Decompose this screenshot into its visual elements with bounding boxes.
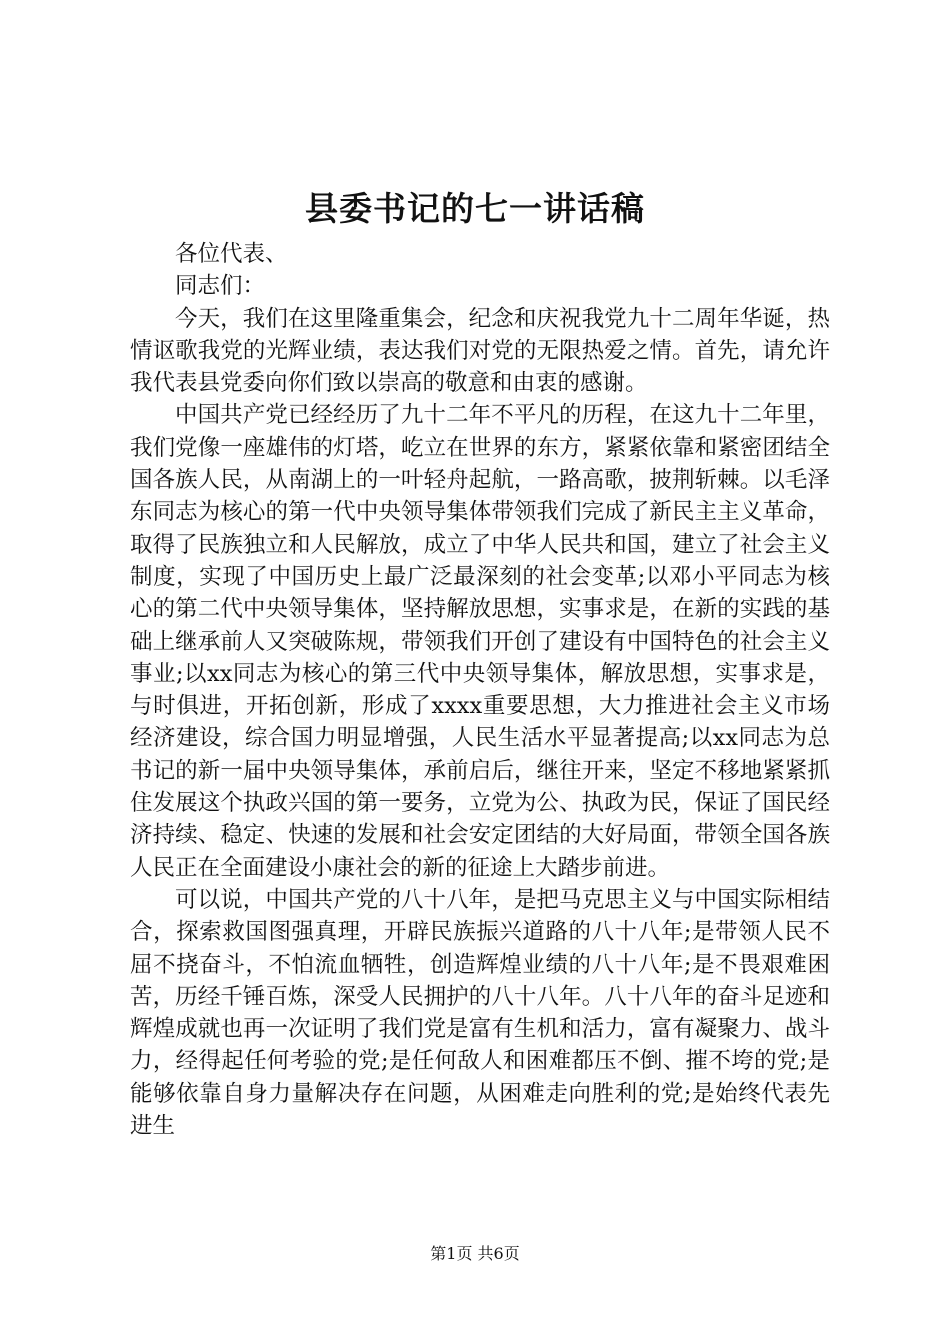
paragraph: 可以说，中国共产党的八十八年，是把马克思主义与中国实际相结合，探索救国图强真理，开辟民族振兴道路的八十八年;是带领人民不屈不挠奋斗，不怕流血牺牲，创造辉煌业绩的八十八年;是不畏艰难困苦，历经千锤百炼，深受人民拥护的八十八年。八十八年的奋斗足迹和辉煌成就也再一次证明了我们党是富有生机和活力，富有凝聚力、战斗力，经得起任何考验的党;是任何敌人和困难都压不倒、摧不垮的党;是能够依靠自身力量解决存在问题，从困难走向胜利的党;是始终代表先进生 bbox=[130, 886, 830, 1140]
page-number-footer: 第1页 共6页 bbox=[430, 1244, 520, 1263]
paragraph: 今天，我们在这里隆重集会，纪念和庆祝我党九十二周年华诞，热情讴歌我党的光辉业绩，表达我们对党的无限热爱之情。首先，请允许我代表县党委向你们致以崇高的敬意和由衷的感谢。 bbox=[130, 305, 830, 397]
paragraph: 中国共产党已经经历了九十二年不平凡的历程，在这九十二年里，我们党像一座雄伟的灯塔，屹立在世界的东方，紧紧依靠和紧密团结全国各族人民，从南湖上的一叶轻舟起航，一路高歌，披荆斩棘。以毛泽东同志为核心的第一代中央领导集体带领我们完成了新民主主义革命，取得了民族独立和人民解放，成立了中华人民共和国，建立了社会主义制度，实现了中国历史上最广泛最深刻的社会变革;以邓小平同志为核心的第二代中央领导集体，坚持解放思想，实事求是，在新的实践的基础上继承前人又突破陈规，带领我们开创了建设有中国特色的社会主义事业;以xx同志为核心的第三代中央领导集体，解放思想，实事求是，与时俱进，开拓创新，形成了xxxx重要思想，大力推进社会主义市场经济建设，综合国力明显增强，人民生活水平显著提高;以xx同志为总书记的新一届中央领导集体，承前启后，继往开来，坚定不移地紧紧抓住发展这个执政兴国的第一要务，立党为公、执政为民，保证了国民经济持续、稳定、快速的发展和社会安定团结的大好局面，带领全国各族人民正在全面建设小康社会的新的征途上大踏步前进。 bbox=[130, 402, 830, 881]
document-title: 县委书记的七一讲话稿 bbox=[305, 189, 645, 228]
document-body bbox=[130, 238, 830, 1142]
salutation-line: 同志们： bbox=[175, 273, 266, 300]
salutation-line: 各位代表、 bbox=[175, 241, 288, 267]
